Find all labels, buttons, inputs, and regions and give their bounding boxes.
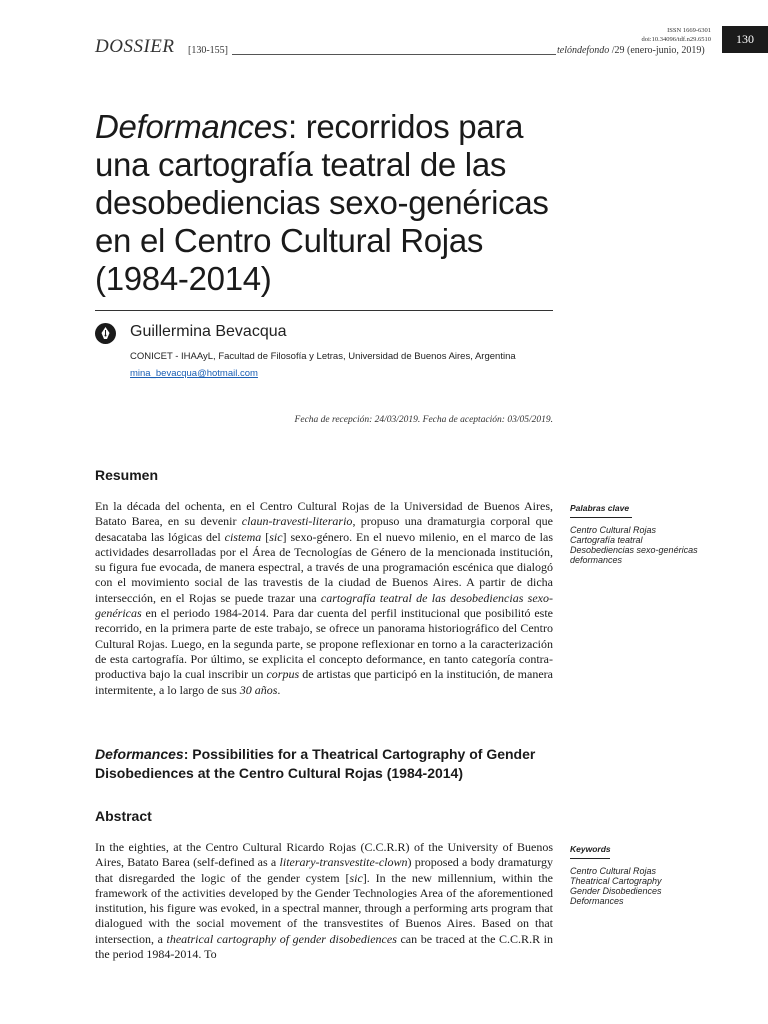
- submission-dates: Fecha de recepción: 24/03/2019. Fecha de aceptación: 03/05/2019.: [294, 415, 553, 425]
- resumen-heading: Resumen: [95, 467, 159, 483]
- keyword-item: Deformances: [570, 896, 624, 906]
- section-label: DOSSIER: [95, 36, 175, 57]
- keyword-item: Theatrical Cartography: [570, 876, 662, 886]
- abstract-heading: Abstract: [95, 808, 152, 824]
- title-italic: Deformances: [95, 108, 288, 145]
- keyword-item: Desobediencias sexo-genéricas: [570, 545, 698, 555]
- page-range: [130-155]: [188, 45, 228, 56]
- palabras-clave-heading: Palabras clave: [570, 503, 632, 518]
- issue-info: /29 (enero-junio, 2019): [609, 45, 705, 56]
- keywords-list: [570, 866, 662, 906]
- pen-nib-icon: [95, 323, 116, 344]
- keyword-item: Centro Cultural Rojas: [570, 866, 657, 876]
- resumen-text: En la década del ochenta, en el Centro Cultural Rojas de la Universidad de Buenos Aires, Batato Barea, en su devenir claun-travesti-literario, propuso una dramaturgia corporal que desacataba las lógicas del cistema [sic] sexo-género. En el nuevo milenio, en el marco de las actividades desarrolladas por el Área de Tecnologías de Género de la mencionada institución, su figura fue evocada, de manera espectral, a través de una programación escénica que dialogó con el movimiento social de las travestis de la ciudad de Buenos Aires. A partir de dicha intersección, en el Rojas se puede trazar una cartografía teatral de las desobediencias sexo-genéricas en el periodo 1984-2014. Para dar cuenta del perfil institucional que posibilitó este recorrido, en la primera parte de este trabajo, se ofrece un panorama historiográfico del Centro Cultural Rojas. Luego, en la segunda parte, se propone reflexionar en torno a la caracterización de esta cartografía. Por último, se explicita el concepto deformance, en tanto categoría contra-productiva bajo la cual inscribir un corpus de artistas que participó en la institución, de manera intermitente, a lo largo de sus 30 años.: [95, 499, 553, 697]
- author-affiliation: CONICET - IHAAyL, Facultad de Filosofía y Letras, Universidad de Buenos Aires, Argentina: [130, 351, 516, 362]
- english-title-rest: : Possibilities for a Theatrical Cartography of Gender Disobediences at the Centro Cultural Rojas (1984-2014): [95, 746, 536, 781]
- issn: ISSN 1669-6301: [667, 27, 711, 34]
- header-rule: [232, 54, 556, 55]
- doi: doi:10.34096/tdf.n29.6510: [641, 36, 711, 43]
- keyword-item: deformances: [570, 555, 623, 565]
- issn-block: [641, 26, 711, 44]
- article-title: [95, 108, 565, 298]
- author-name: Guillermina Bevacqua: [130, 323, 287, 340]
- page-number: 130: [722, 26, 768, 53]
- english-title: [95, 745, 565, 783]
- keyword-item: Centro Cultural Rojas: [570, 525, 657, 535]
- keyword-item: Cartografía teatral: [570, 535, 643, 545]
- journal-name: telóndefondo: [557, 45, 610, 56]
- title-rest: : recorridos para una cartografía teatral de las desobediencias sexo-genéricas en el Centro Cultural Rojas (1984-2014): [95, 108, 549, 297]
- palabras-clave-list: [570, 525, 698, 565]
- author-email-link[interactable]: mina_bevacqua@hotmail.com: [130, 368, 258, 379]
- title-rule: [95, 310, 553, 311]
- english-title-italic: Deformances: [95, 746, 184, 762]
- journal-issue: [557, 45, 705, 56]
- keyword-item: Gender Disobediences: [570, 886, 662, 896]
- keywords-heading: Keywords: [570, 844, 610, 859]
- abstract-text: In the eighties, at the Centro Cultural Ricardo Rojas (C.C.R.R) of the University of Buenos Aires, Batato Barea (self-defined as a literary-transvestite-clown) proposed a body dramaturgy that disregarded the logic of the gender cystem [sic]. In the new millennium, within the framework of the activities developed by the Gender Technologies Area of the aforementioned institution, his figure was evoked, in a spectral manner, through a performing arts program that dialogued with the social movement of the transvestites of Buenos Aires. Based on that intersection, a theatrical cartography of gender disobediences can be traced at the C.C.R.R in the period 1984-2014. To: [95, 840, 553, 962]
